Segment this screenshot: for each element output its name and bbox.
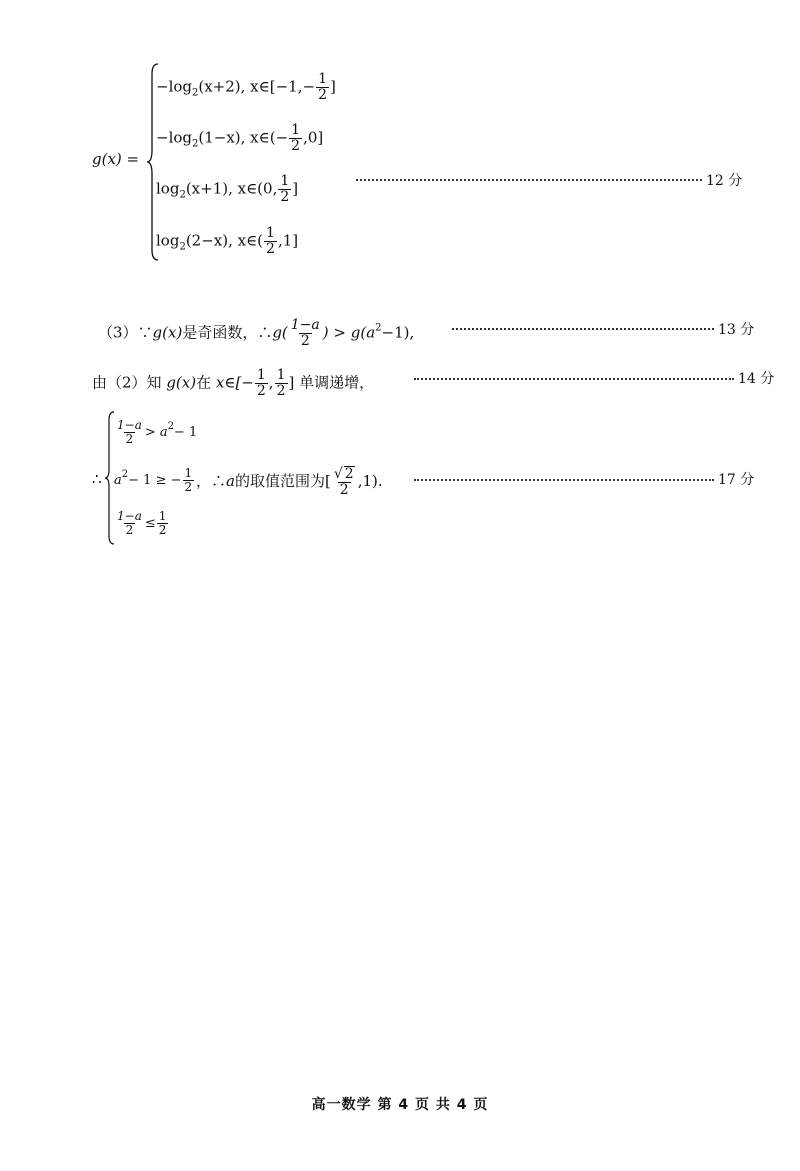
- fraction: $\frac{1}{2}$: [318, 71, 327, 103]
- fraction: $\frac{1}{2}$: [256, 367, 266, 399]
- score-17: 17 分: [718, 472, 755, 488]
- case-2: $-\log_2(1-x)$, x∈(− $\frac{1}{2}$ ,0]: [156, 122, 324, 154]
- fraction: $\frac{1}{2}$: [184, 466, 193, 494]
- fraction: $\frac{√ 2}{2}$: [333, 466, 354, 498]
- piecewise-lhs: [92, 150, 139, 168]
- line14: 由（2）知 g(x)在 x∈[− $\frac{1}{2}$ , $\frac{1}{2}$ ] 单调递增，: [92, 367, 375, 399]
- fraction: $\frac{1}{2}$: [291, 122, 301, 154]
- conclusion: ，∴a的取值范围为[ $\frac{√ 2}{2}$ ,1).: [196, 466, 383, 498]
- score-13: 13 分: [718, 322, 755, 338]
- leader-dots-17: [414, 479, 714, 481]
- page-footer: 高一数学 第 4 页 共 4 页: [311, 1097, 489, 1113]
- ineq-1: $\frac{1-a}{2}$ > $a^2- 1$: [117, 418, 198, 446]
- part3-line: （3）∵g(x)是奇函数，∴g( $\frac{1-a}{2}$ ) > $g(a^2-1)$,: [98, 317, 415, 349]
- fraction: $\frac{1-a}{2}$: [290, 317, 320, 349]
- fraction: $\frac{1}{2}$: [158, 509, 167, 537]
- case-4: $\log_2(2-x)$, x∈( $\frac{1}{2}$ ,1]: [156, 225, 299, 257]
- score-14: 14 分: [738, 371, 775, 387]
- leader-dots-12: [356, 179, 702, 181]
- fraction: $\frac{1}{2}$: [276, 367, 286, 399]
- lhs-text: g(x) =: [92, 150, 140, 168]
- ineq-2: $a^2- 1$ ≥ − $\frac{1}{2}$: [114, 466, 193, 494]
- fraction: $\frac{1-a}{2}$: [117, 418, 142, 446]
- fraction: $\frac{1}{2}$: [266, 225, 275, 257]
- score-12: 12 分: [706, 173, 743, 189]
- leader-dots-13: [452, 328, 714, 330]
- fraction: $\frac{1-a}{2}$: [117, 509, 142, 537]
- fraction: $\frac{1}{2}$: [280, 173, 290, 205]
- ineq-3: $\frac{1-a}{2}$ ≤ $\frac{1}{2}$: [117, 509, 167, 537]
- case-3: $\log_2(x+1)$, x∈(0, $\frac{1}{2}$ ]: [156, 173, 299, 205]
- therefore-symbol: ∴: [92, 470, 102, 488]
- case-1: $-\log_2(x+2)$, x∈[−1,− $\frac{1}{2}$ ]: [156, 71, 336, 103]
- leader-dots-14: [414, 378, 734, 380]
